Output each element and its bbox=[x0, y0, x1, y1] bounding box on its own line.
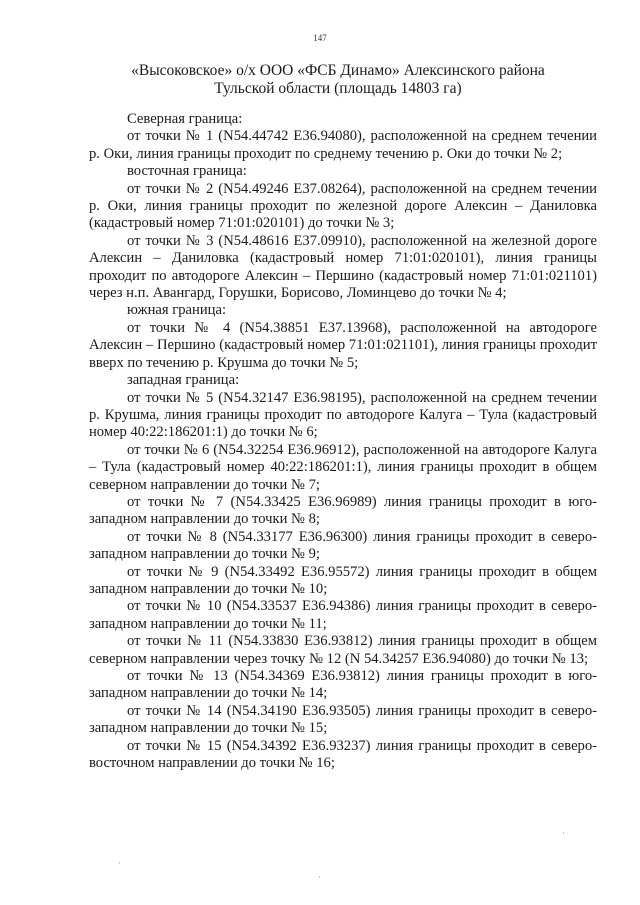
scan-speck: · bbox=[318, 872, 321, 882]
scan-speck: · bbox=[118, 858, 121, 868]
boundary-paragraph: от точки № 4 (N54.38851 E37.13968), расположенной на автодороге Алексин – Першино (кадастровый номер 71:01:021101), линия границы проходит вверх по течению р. Крушма до точки № 5; bbox=[89, 319, 597, 371]
boundary-heading: Северная граница: bbox=[127, 111, 243, 127]
boundary-paragraph: от точки № 15 (N54.34392 E36.93237) линия границы проходит в северо-восточном направлении до точки № 16; bbox=[89, 737, 597, 772]
boundary-heading: восточная граница: bbox=[127, 163, 247, 180]
boundary-paragraph: от точки № 9 (N54.33492 E36.95572) линия границы проходит в общем западном направлении до точки № 10; bbox=[89, 563, 597, 597]
boundary-paragraph: от точки № 1 (N54.44742 E36.94080), расположенной на среднем течении р. Оки, линия границы проходит по среднему течению р. Оки до точки № 2; bbox=[89, 128, 597, 162]
boundary-heading: западная граница: bbox=[127, 372, 240, 389]
boundary-paragraph: от точки № 11 (N54.33830 E36.93812) линия границы проходит в общем северном направлении через точку № 12 (N 54.34257 E36.94080) до точки № 13; bbox=[89, 633, 597, 667]
page-number: 147 bbox=[313, 33, 327, 43]
boundary-paragraph: от точки № 5 (N54.32147 E36.98195), расположенной на среднем течении р. Крушма, линия границы проходит по автодороге Калуга – Тула (кадастровый номер 40:22:186201:1) до точки № 6; bbox=[89, 389, 597, 441]
boundary-paragraph: от точки № 7 (N54.33425 E36.96989) линия границы проходит в юго-западном направлении до точки № 8; bbox=[89, 493, 597, 528]
title-line-2: Тульской области (площадь 14803 га) bbox=[214, 80, 462, 97]
boundary-paragraph: от точки № 13 (N54.34369 E36.93812) линия границы проходит в юго-западном направлении до точки № 14; bbox=[89, 668, 597, 702]
boundary-paragraph: от точки № 10 (N54.33537 E36.94386) линия границы проходит в северо-западном направлении до точки № 11; bbox=[89, 598, 597, 632]
document-body bbox=[89, 111, 597, 772]
title-line-1: «Высоковское» о/х ООО «ФСБ Динамо» Алексинского района bbox=[131, 62, 545, 79]
boundary-paragraph: от точки № 3 (N54.48616 E37.09910), расположенной на железной дороге Алексин – Даниловка (кадастровый номер 71:01:020101), линия границы проходит по автодороге Алексин – Першино (кадастровый номер 71:01:021101) через н.п. Авангард, Горушки, Борисово, Ломинцево до точки № 4; bbox=[89, 232, 597, 302]
boundary-heading: южная граница: bbox=[127, 302, 226, 319]
boundary-paragraph: от точки № 14 (N54.34190 E36.93505) линия границы проходит в северо-западном направлении до точки № 15; bbox=[89, 702, 597, 737]
document-title bbox=[90, 62, 586, 98]
boundary-paragraph: от точки № 6 (N54.32254 E36.96912), расположенной на автодороге Калуга – Тула (кадастровый номер 40:22:186201:1), линия границы проходит в общем северном направлении до точки № 7; bbox=[89, 441, 597, 493]
boundary-paragraph: от точки № 2 (N54.49246 E37.08264), расположенной на среднем течении р. Оки, линия границы проходит по железной дороге Алексин – Даниловка (кадастровый номер 71:01:020101) до точки № 3; bbox=[89, 180, 597, 232]
scan-speck: · bbox=[562, 828, 565, 838]
boundary-paragraph: от точки № 8 (N54.33177 E36.96300) линия границы проходит в северо-западном направлении до точки № 9; bbox=[89, 528, 597, 563]
